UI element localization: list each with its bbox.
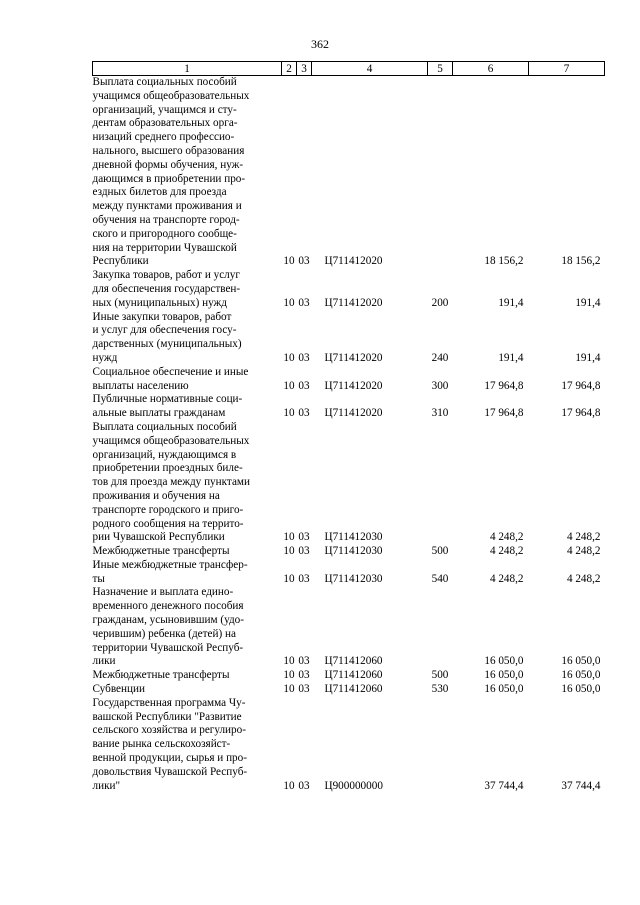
row-name	[93, 393, 282, 421]
amount-col-6: 4 248,2	[489, 572, 524, 585]
target-article-code: Ц711412060	[324, 655, 383, 668]
section-code: 10	[283, 779, 295, 792]
expense-type-code: 540	[431, 572, 449, 585]
row-name-line: Назначение и выплата едино-	[92, 586, 234, 599]
amount-col-6: 37 744,4	[484, 779, 524, 792]
row-name	[93, 366, 282, 394]
header-col-1: 1	[93, 62, 282, 76]
row-name	[93, 697, 282, 794]
table-row	[93, 697, 605, 794]
expense-type-code	[428, 586, 453, 669]
table-row	[93, 586, 605, 669]
amount-col-7: 18 156,2	[561, 255, 601, 268]
target-article-code: Ц711412060	[324, 669, 383, 682]
table-row	[93, 545, 605, 559]
table-row	[93, 366, 605, 394]
row-name-line: для обеспечения государствен-	[92, 282, 241, 295]
table-row	[93, 76, 605, 270]
row-name	[93, 586, 282, 669]
row-name-line: вашской Республики "Развитие	[92, 710, 242, 723]
expense-type-code: 500	[431, 669, 449, 682]
row-name-line: Государственная программа Чу-	[92, 696, 246, 709]
row-name-line: учащимся общеобразовательных	[92, 89, 250, 102]
row-name-line: ты	[92, 572, 105, 585]
row-name-line: черившим) ребенка (детей) на	[92, 627, 236, 640]
row-name-line: Межбюджетные трансферты	[92, 545, 230, 558]
row-name-line: организаций, нуждающимся в	[92, 448, 237, 461]
row-name-line: нального, высшего образования	[92, 144, 245, 157]
target-article-code: Ц711412020	[324, 351, 383, 364]
row-name-line: Межбюджетные трансферты	[92, 669, 230, 682]
target-article-code: Ц711412030	[324, 545, 383, 558]
amount-col-6: 17 964,8	[484, 407, 524, 420]
amount-col-6: 191,4	[498, 296, 524, 309]
subsection-code: 03	[298, 255, 310, 268]
expense-type-code: 530	[431, 683, 449, 696]
amount-col-6: 16 050,0	[484, 655, 524, 668]
section-code: 10	[283, 683, 295, 696]
table-row	[93, 669, 605, 683]
row-name-line: Выплата социальных пособий	[92, 76, 237, 88]
row-name-line: Субвенции	[92, 683, 145, 696]
amount-col-7: 17 964,8	[561, 407, 601, 420]
header-row	[93, 62, 605, 76]
row-name-line: Закупка товаров, работ и услуг	[92, 269, 240, 282]
subsection-code: 03	[298, 379, 310, 392]
table-row	[93, 311, 605, 366]
row-name-line: нужд	[92, 351, 118, 364]
header-col-5: 5	[428, 62, 453, 76]
row-name-line: Социальное обеспечение и иные	[92, 365, 249, 378]
table-body	[93, 76, 605, 794]
section-code: 10	[283, 545, 295, 558]
row-name-line: учащимся общеобразовательных	[92, 434, 250, 447]
amount-col-6: 17 964,8	[484, 379, 524, 392]
amount-col-7: 16 050,0	[561, 683, 601, 696]
section-code: 10	[283, 351, 295, 364]
target-article-code: Ц900000000	[324, 779, 383, 792]
row-name-line: ных (муниципальных) нужд	[92, 296, 227, 309]
table-row	[93, 393, 605, 421]
expense-type-code: 310	[431, 407, 449, 420]
expense-type-code	[428, 421, 453, 545]
row-name-line: проживания и обучения на	[92, 489, 220, 502]
row-name-line: довольствия Чувашской Респуб-	[92, 765, 248, 778]
header-col-4: 4	[312, 62, 428, 76]
row-name-line: Республики	[92, 255, 149, 268]
row-name-line: Иные закупки товаров, работ	[92, 310, 232, 323]
section-code: 10	[283, 572, 295, 585]
row-name-line: дентам образовательных орга-	[92, 117, 238, 130]
row-name-line: Публичные нормативные соци-	[92, 393, 243, 406]
subsection-code: 03	[298, 655, 310, 668]
target-article-code: Ц711412030	[324, 531, 383, 544]
subsection-code: 03	[298, 531, 310, 544]
row-name	[93, 421, 282, 545]
section-code: 10	[283, 407, 295, 420]
row-name	[93, 669, 282, 683]
row-name-line: ездных билетов для проезда	[92, 186, 227, 199]
subsection-code: 03	[298, 683, 310, 696]
amount-col-6: 16 050,0	[484, 683, 524, 696]
amount-col-6: 4 248,2	[489, 531, 524, 544]
header-col-7: 7	[529, 62, 605, 76]
header-col-2: 2	[282, 62, 297, 76]
row-name-line: лики	[92, 655, 116, 668]
row-name-line: Иные межбюджетные трансфер-	[92, 558, 248, 571]
row-name-line: тов для проезда между пунктами	[92, 476, 250, 489]
row-name-line: гражданам, усыновившим (удо-	[92, 614, 244, 627]
row-name-line: обучения на транспорте город-	[92, 213, 240, 226]
target-article-code: Ц711412030	[324, 572, 383, 585]
row-name-line: дающимся в приобретении про-	[92, 172, 246, 185]
subsection-code: 03	[298, 296, 310, 309]
row-name-line: временного денежного пособия	[92, 600, 244, 613]
row-name	[93, 545, 282, 559]
subsection-code: 03	[298, 779, 310, 792]
amount-col-7: 37 744,4	[561, 779, 601, 792]
row-name-line: родного сообщения на террито-	[92, 517, 244, 530]
page-number: 362	[311, 37, 329, 51]
table-row	[93, 421, 605, 545]
row-name-line: выплаты населению	[92, 379, 189, 392]
expense-type-code: 240	[431, 351, 449, 364]
row-name-line: территории Чувашской Респуб-	[92, 641, 244, 654]
expense-type-code: 200	[431, 296, 449, 309]
target-article-code: Ц711412020	[324, 296, 383, 309]
section-code: 10	[283, 379, 295, 392]
row-name-line: ния на территории Чувашской	[92, 241, 237, 254]
subsection-code: 03	[298, 572, 310, 585]
header-col-6: 6	[453, 62, 529, 76]
section-code: 10	[283, 255, 295, 268]
budget-table	[92, 61, 605, 793]
row-name-line: рии Чувашской Республики	[92, 531, 225, 544]
amount-col-7: 191,4	[575, 351, 601, 364]
section-code: 10	[283, 655, 295, 668]
section-code: 10	[283, 531, 295, 544]
section-code: 10	[283, 296, 295, 309]
subsection-code: 03	[298, 407, 310, 420]
row-name-line: и услуг для обеспечения госу-	[92, 324, 237, 337]
row-name-line: приобретении проездных биле-	[92, 462, 243, 475]
expense-type-code	[428, 76, 453, 270]
row-name-line: дневной формы обучения, нуж-	[92, 158, 244, 171]
row-name-line: ского и пригородного сообще-	[92, 227, 237, 240]
row-name	[93, 76, 282, 270]
amount-col-7: 17 964,8	[561, 379, 601, 392]
row-name-line: дарственных (муниципальных)	[92, 338, 242, 351]
section-code: 10	[283, 669, 295, 682]
expense-type-code: 300	[431, 379, 449, 392]
target-article-code: Ц711412020	[324, 255, 383, 268]
row-name-line: сельского хозяйства и регулиро-	[92, 724, 246, 737]
expense-type-code	[428, 697, 453, 794]
amount-col-7: 4 248,2	[566, 531, 601, 544]
table-row	[93, 683, 605, 697]
row-name-line: лики"	[92, 779, 121, 792]
header-col-3: 3	[297, 62, 312, 76]
row-name-line: низаций среднего профессио-	[92, 131, 235, 144]
row-name	[93, 559, 282, 587]
amount-col-7: 16 050,0	[561, 655, 601, 668]
amount-col-6: 16 050,0	[484, 669, 524, 682]
subsection-code: 03	[298, 669, 310, 682]
subsection-code: 03	[298, 545, 310, 558]
subsection-code: 03	[298, 351, 310, 364]
amount-col-6: 191,4	[498, 351, 524, 364]
row-name	[93, 311, 282, 366]
row-name-line: организаций, учащимся и сту-	[92, 103, 237, 116]
row-name-line: между пунктами проживания и	[92, 200, 242, 213]
amount-col-7: 191,4	[575, 296, 601, 309]
row-name-line: транспорте городского и приго-	[92, 503, 244, 516]
amount-col-7: 16 050,0	[561, 669, 601, 682]
amount-col-6: 4 248,2	[489, 545, 524, 558]
table-row	[93, 269, 605, 310]
amount-col-7: 4 248,2	[566, 572, 601, 585]
amount-col-7: 4 248,2	[566, 545, 601, 558]
target-article-code: Ц711412020	[324, 407, 383, 420]
target-article-code: Ц711412020	[324, 379, 383, 392]
row-name-line: Выплата социальных пособий	[92, 420, 237, 433]
row-name-line: венной продукции, сырья и про-	[92, 752, 247, 765]
row-name-line: вание рынка сельскохозяйст-	[92, 738, 231, 751]
amount-col-6: 18 156,2	[484, 255, 524, 268]
row-name-line: альные выплаты гражданам	[92, 407, 226, 420]
target-article-code: Ц711412060	[324, 683, 383, 696]
expense-type-code: 500	[431, 545, 449, 558]
table-row	[93, 559, 605, 587]
row-name	[93, 683, 282, 697]
row-name	[93, 269, 282, 310]
